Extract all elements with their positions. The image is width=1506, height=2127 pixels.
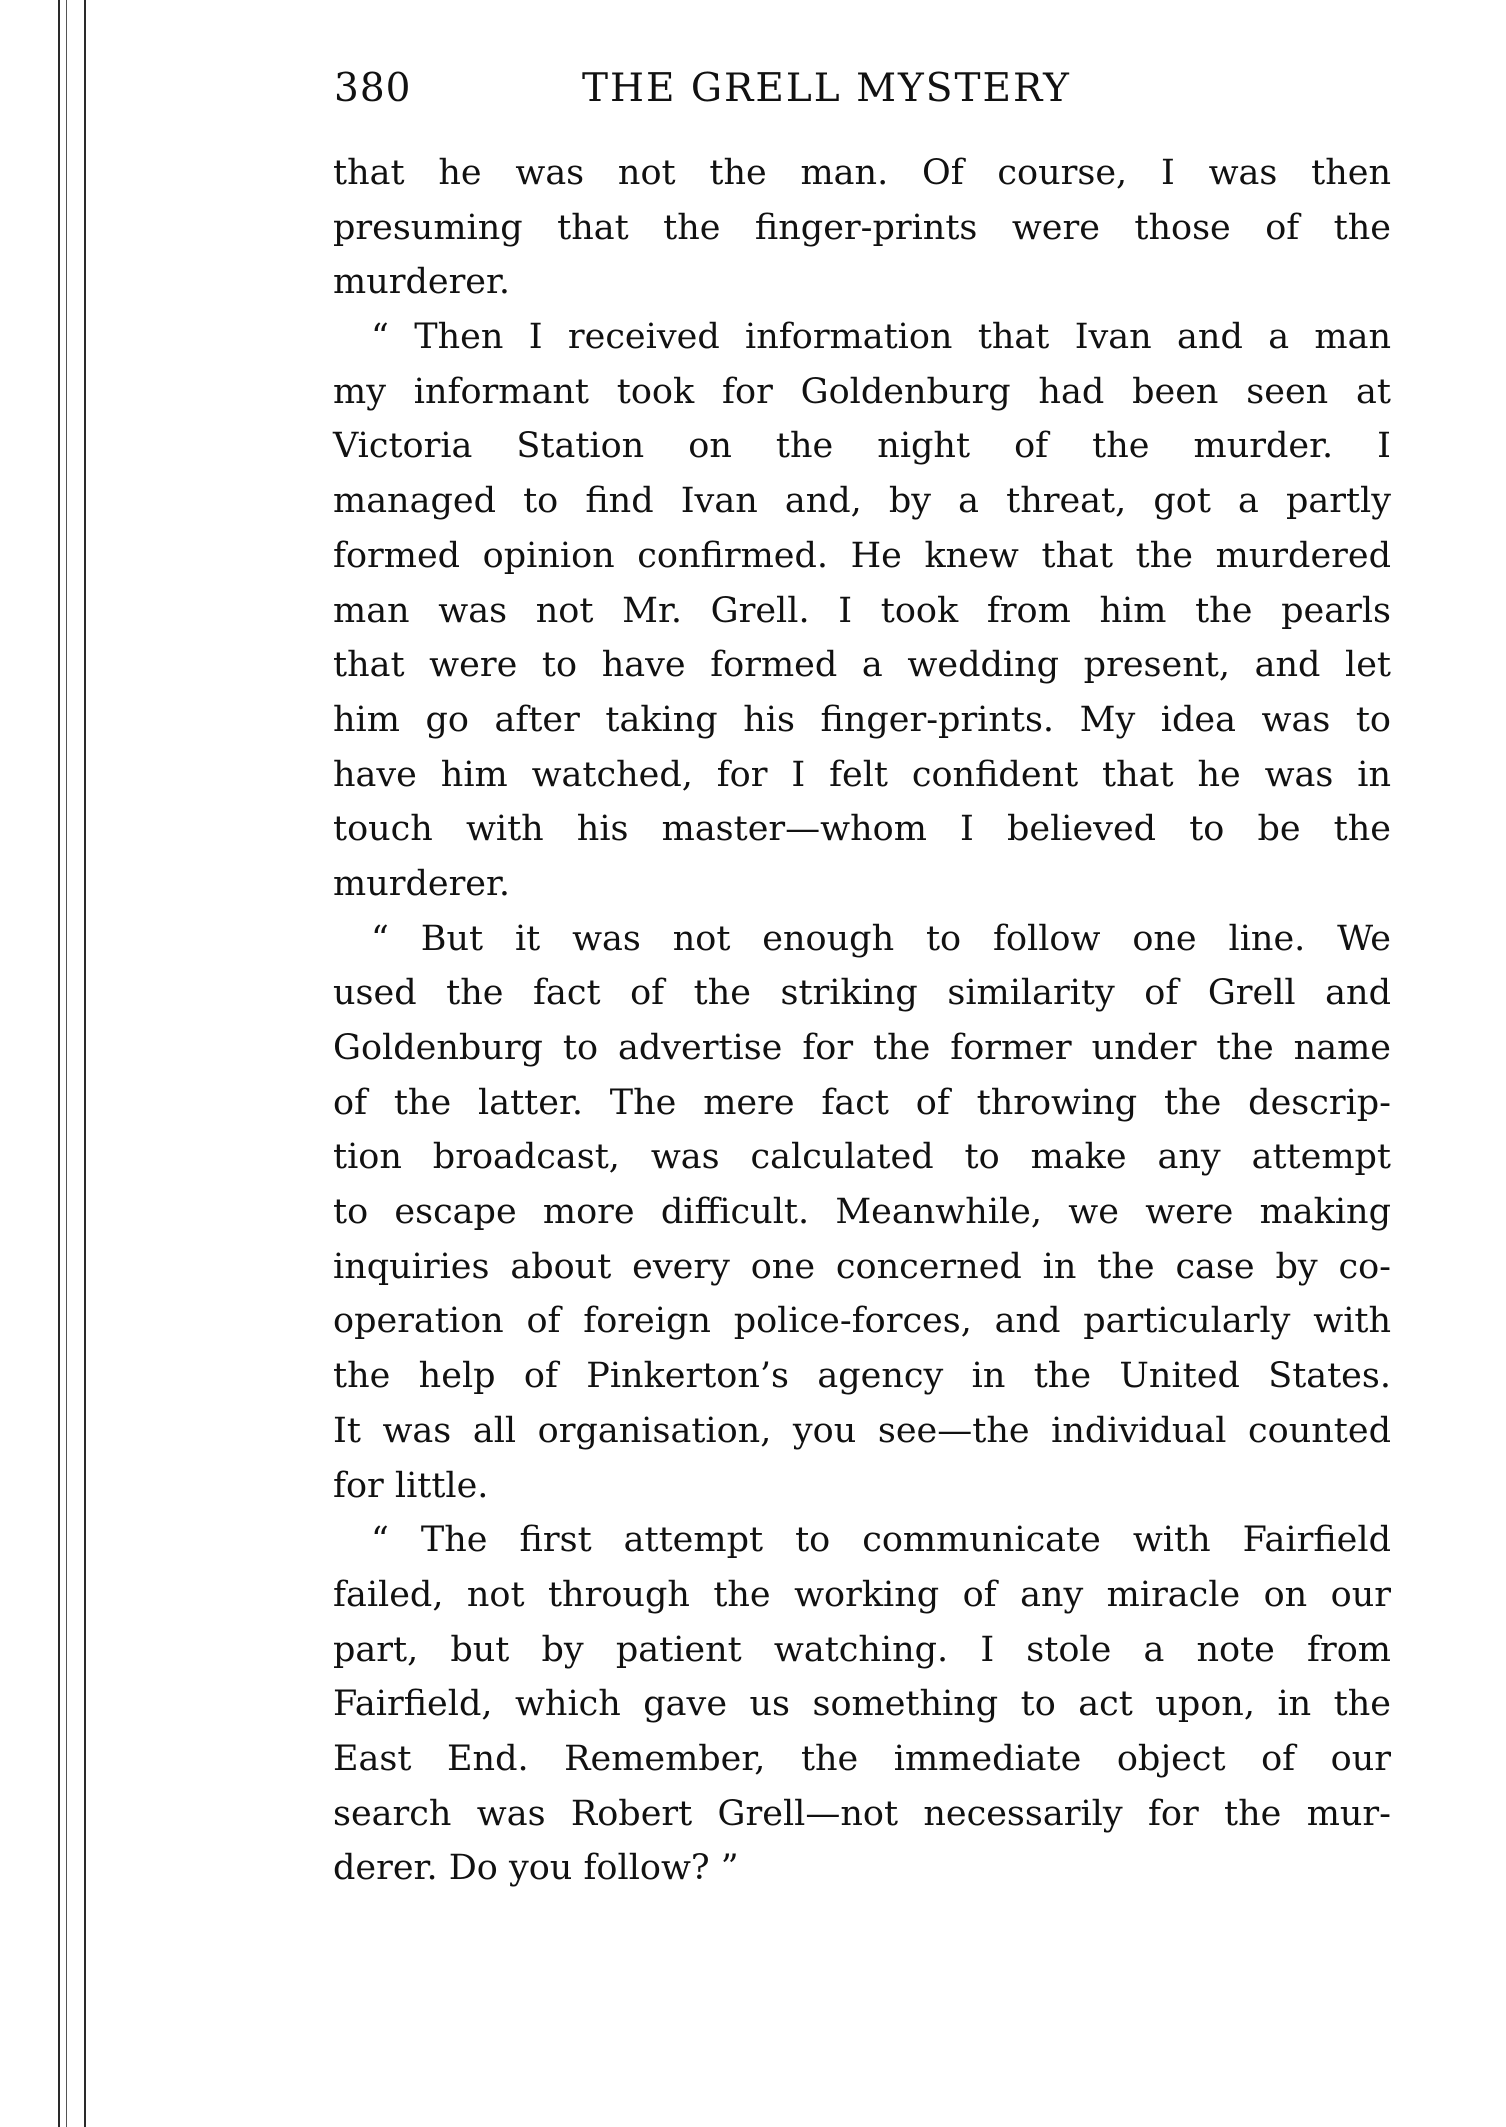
paragraph	[333, 310, 1391, 912]
text-line: “ But it was not enough to follow one line. We	[371, 918, 1391, 959]
text-line: formed opinion confirmed. He knew that the murdered	[333, 535, 1391, 576]
text-line: tion broadcast, was calculated to make any attempt	[333, 1137, 1391, 1178]
binding-line	[58, 0, 60, 2127]
text-line: East End. Remember, the immediate object of our	[333, 1738, 1391, 1779]
text-line: failed, not through the working of any miracle on our	[333, 1574, 1391, 1615]
text-line: murderer.	[333, 262, 511, 303]
text-line: for little.	[333, 1465, 489, 1506]
text-line: managed to find Ivan and, by a threat, got a partly	[333, 481, 1391, 522]
paragraph	[333, 912, 1391, 1514]
text-line: derer. Do you follow? ”	[333, 1848, 739, 1889]
text-line: that he was not the man. Of course, I was then	[333, 153, 1391, 193]
text-line: used the fact of the striking similarity of Grell and	[333, 973, 1391, 1014]
text-line: to escape more difficult. Meanwhile, we were making	[333, 1192, 1391, 1233]
paragraph	[333, 146, 1391, 310]
binding-line	[66, 0, 67, 2127]
text-line: operation of foreign police-forces, and particularly with	[333, 1301, 1391, 1342]
text-line: search was Robert Grell—not necessarily for the mur-	[333, 1793, 1391, 1834]
text-line: “ Then I received information that Ivan and a man	[371, 317, 1391, 358]
text-line: my informant took for Goldenburg had been seen at	[333, 371, 1391, 412]
text-line: touch with his master—whom I believed to be the	[333, 809, 1391, 850]
text-line: Goldenburg to advertise for the former under the name	[333, 1028, 1391, 1068]
book-title: THE GRELL MYSTERY	[582, 66, 1071, 111]
text-line: have him watched, for I felt confident that he was in	[333, 754, 1391, 795]
body-text	[333, 146, 1391, 1896]
text-line: inquiries about every one concerned in the case by co-	[333, 1246, 1391, 1287]
text-line: Victoria Station on the night of the murder. I	[333, 426, 1391, 467]
text-line: that were to have formed a wedding present, and let	[333, 645, 1391, 686]
text-line: part, but by patient watching. I stole a note from	[333, 1629, 1391, 1670]
running-head	[334, 66, 1394, 126]
paragraph	[333, 1513, 1391, 1896]
text-line: murderer.	[333, 863, 511, 904]
text-line: It was all organisation, you see—the individual counted	[333, 1410, 1391, 1451]
text-line: Fairfield, which gave us something to act upon, in the	[333, 1684, 1391, 1725]
text-line: of the latter. The mere fact of throwing the descrip-	[333, 1082, 1391, 1123]
text-line: him go after taking his finger-prints. My idea was to	[333, 699, 1391, 740]
binding-line	[84, 0, 86, 2127]
text-line: the help of Pinkerton’s agency in the United States.	[333, 1356, 1391, 1397]
text-line: “ The first attempt to communicate with Fairfield	[371, 1520, 1391, 1561]
text-line: presuming that the finger-prints were those of the	[333, 207, 1391, 248]
page-number: 380	[334, 66, 412, 111]
text-line: man was not Mr. Grell. I took from him the pearls	[333, 590, 1391, 631]
